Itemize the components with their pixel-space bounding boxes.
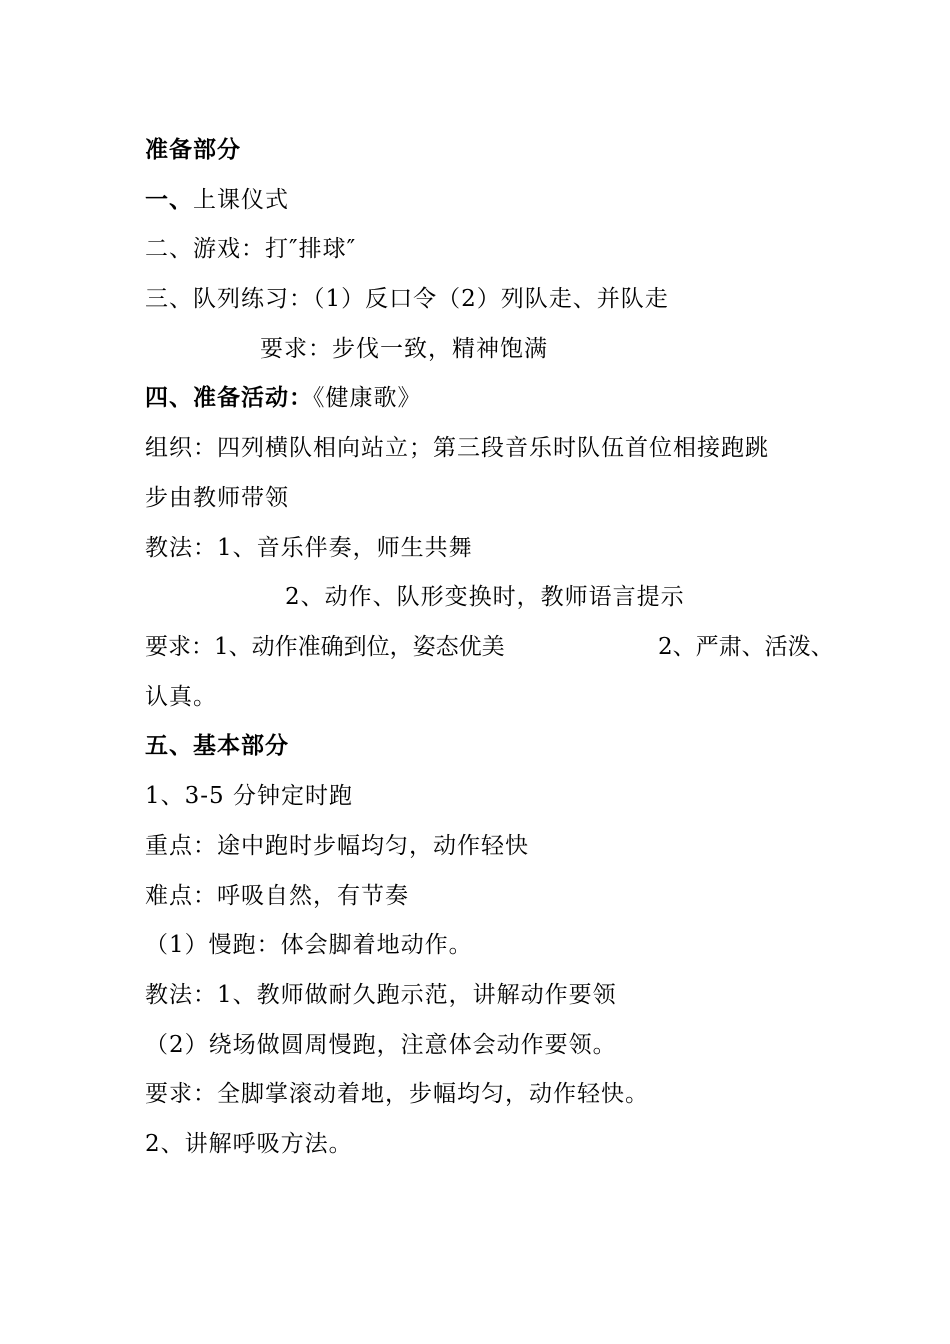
breathing-method: 2、讲解呼吸方法。 [145,1131,353,1157]
organization-line-1: 组织：四列横队相向站立；第三段音乐时队伍首位相接跑跳 [145,435,769,461]
step-1: （1）慢跑：体会脚着地动作。 [145,932,473,958]
item-drill-requirement: 要求：步伐一致，精神饱满 [260,336,548,362]
step-2: （2）绕场做圆周慢跑，注意体会动作要领。 [145,1032,617,1058]
requirement-run: 要求：全脚掌滚动着地，步幅均匀，动作轻快。 [145,1081,649,1107]
difficulty: 难点：呼吸自然，有节奏 [145,883,409,909]
item-game: 二、游戏：打″排球″ [145,236,357,262]
basic-heading: 五、基本部分 [145,732,289,759]
run-title: 1、3-5 分钟定时跑 [145,783,353,809]
item-warmup [145,383,422,413]
requirement-right: 2、严肃、活泼、 [658,634,834,660]
prep-heading: 准备部分 [145,136,241,163]
method-line-1: 教法：1、音乐伴奏，师生共舞 [145,535,473,561]
item-drill: 三、队列练习：（1）反口令（2）列队走、并队走 [145,286,669,312]
requirement-left: 要求：1、动作准确到位，姿态优美 [145,634,505,660]
item-warmup-title: 《健康歌》 [313,385,422,411]
item-warmup-heading: 四、准备活动： [145,384,313,411]
method-line-3: 教法：1、教师做耐久跑示范，讲解动作要领 [145,982,617,1008]
item-ceremony-text: 上课仪式 [193,187,289,213]
item-ceremony-prefix: 一、 [145,186,193,213]
key-point: 重点：途中跑时步幅均匀，动作轻快 [145,833,529,859]
organization-line-2: 步由教师带领 [145,485,289,511]
requirement-continued: 认真。 [145,684,217,710]
method-line-2: 2、动作、队形变换时，教师语言提示 [285,584,685,610]
item-ceremony [145,185,289,215]
